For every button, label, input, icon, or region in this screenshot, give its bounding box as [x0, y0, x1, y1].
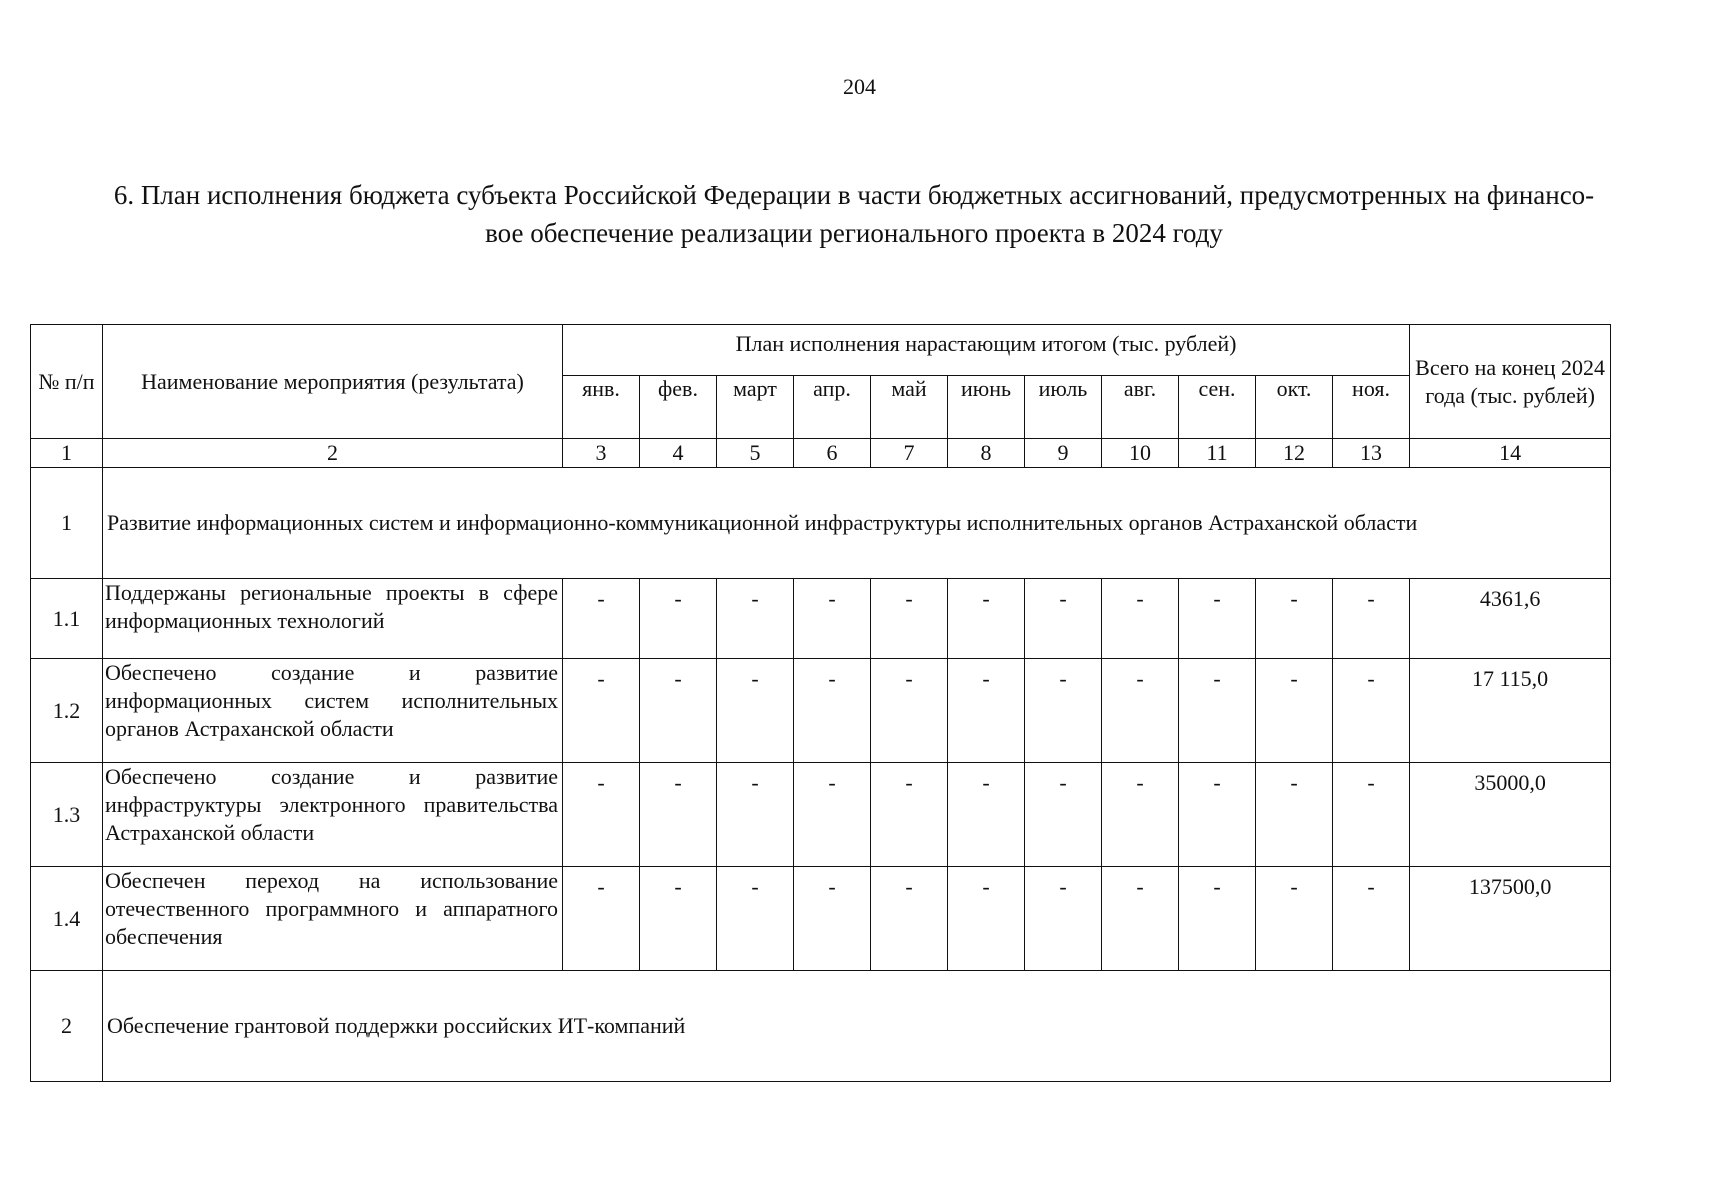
section-name: Обеспечение грантовой поддержки российских ИТ-компаний [103, 971, 1611, 1082]
header-month: ноя. [1333, 376, 1410, 439]
month-value: - [1333, 659, 1410, 763]
row-number: 1 [31, 468, 103, 579]
header-month: авг. [1102, 376, 1179, 439]
column-number: 8 [948, 439, 1025, 468]
column-number: 4 [640, 439, 717, 468]
month-value: - [563, 867, 640, 971]
month-value: - [948, 763, 1025, 867]
month-value: - [640, 659, 717, 763]
row-number: 2 [31, 971, 103, 1082]
month-value: - [948, 867, 1025, 971]
month-value: - [871, 763, 948, 867]
month-value: - [1256, 867, 1333, 971]
header-month: май [871, 376, 948, 439]
activity-name: Обеспечен переход на использование отечественного программного и аппаратного обеспечения [103, 867, 563, 971]
row-number: 1.4 [31, 867, 103, 971]
header-month: июль [1025, 376, 1102, 439]
month-value: - [1102, 659, 1179, 763]
column-number: 11 [1179, 439, 1256, 468]
total-value: 137500,0 [1410, 867, 1611, 971]
month-value: - [1102, 763, 1179, 867]
month-value: - [1333, 763, 1410, 867]
table-row [31, 579, 1611, 659]
month-value: - [563, 579, 640, 659]
budget-plan-table [30, 324, 1611, 1082]
activity-name: Обеспечено создание и развитие инфраструктуры электронного правительства Астраханской области [103, 763, 563, 867]
column-number: 12 [1256, 439, 1333, 468]
month-value: - [794, 659, 871, 763]
title-line-2: вое обеспечение реализации регионального проекта в 2024 году [485, 218, 1223, 248]
table-row [31, 659, 1611, 763]
month-value: - [948, 579, 1025, 659]
month-value: - [563, 659, 640, 763]
column-number: 6 [794, 439, 871, 468]
document-title [44, 176, 1664, 252]
header-row [31, 325, 1611, 376]
month-value: - [794, 867, 871, 971]
month-value: - [1179, 763, 1256, 867]
month-value: - [871, 579, 948, 659]
column-number: 13 [1333, 439, 1410, 468]
month-value: - [1256, 659, 1333, 763]
activity-name: Обеспечено создание и развитие информационных систем исполнительных органов Астраханской области [103, 659, 563, 763]
row-number: 1.1 [31, 579, 103, 659]
header-month: июнь [948, 376, 1025, 439]
month-value: - [1256, 763, 1333, 867]
column-numbers-row [31, 439, 1611, 468]
row-number: 1.2 [31, 659, 103, 763]
header-month: март [717, 376, 794, 439]
header-month: окт. [1256, 376, 1333, 439]
month-value: - [717, 763, 794, 867]
total-value: 17 115,0 [1410, 659, 1611, 763]
month-value: - [640, 867, 717, 971]
month-value: - [1179, 659, 1256, 763]
month-value: - [640, 579, 717, 659]
month-value: - [717, 579, 794, 659]
month-value: - [948, 659, 1025, 763]
column-number: 1 [31, 439, 103, 468]
month-value: - [1102, 867, 1179, 971]
month-value: - [563, 763, 640, 867]
title-line-1: 6. План исполнения бюджета субъекта Российской Федерации в части бюджетных ассигнований, предусмотренных на финансо- [113, 180, 1595, 210]
column-number: 14 [1410, 439, 1611, 468]
month-value: - [1179, 867, 1256, 971]
total-value: 4361,6 [1410, 579, 1611, 659]
month-value: - [1102, 579, 1179, 659]
header-num: № п/п [31, 325, 103, 439]
month-value: - [1025, 579, 1102, 659]
column-number: 5 [717, 439, 794, 468]
month-value: - [1333, 867, 1410, 971]
header-month: сен. [1179, 376, 1256, 439]
section-row [31, 971, 1611, 1082]
row-number: 1.3 [31, 763, 103, 867]
table-row [31, 867, 1611, 971]
month-value: - [871, 659, 948, 763]
section-row [31, 468, 1611, 579]
header-plan-group: План исполнения нарастающим итогом (тыс. рублей) [563, 325, 1410, 376]
column-number: 3 [563, 439, 640, 468]
activity-name: Поддержаны региональные проекты в сфере информационных технологий [103, 579, 563, 659]
month-value: - [717, 659, 794, 763]
header-month: фев. [640, 376, 717, 439]
column-number: 9 [1025, 439, 1102, 468]
month-value: - [871, 867, 948, 971]
month-value: - [794, 763, 871, 867]
month-value: - [1256, 579, 1333, 659]
month-value: - [717, 867, 794, 971]
month-value: - [1333, 579, 1410, 659]
table-row [31, 763, 1611, 867]
column-number: 10 [1102, 439, 1179, 468]
page-number: 204 [843, 74, 876, 99]
month-value: - [640, 763, 717, 867]
table-body [31, 325, 1611, 1082]
month-value: - [794, 579, 871, 659]
month-value: - [1025, 659, 1102, 763]
month-value: - [1025, 867, 1102, 971]
section-name: Развитие информационных систем и информационно-коммуникационной инфраструктуры исполнительных органов Астраханской области [103, 468, 1611, 579]
header-month: янв. [563, 376, 640, 439]
column-number: 7 [871, 439, 948, 468]
month-value: - [1025, 763, 1102, 867]
total-value: 35000,0 [1410, 763, 1611, 867]
header-total: Всего на конец 2024 года (тыс. рублей) [1410, 325, 1611, 439]
column-number: 2 [103, 439, 563, 468]
header-name: Наименование мероприятия (результата) [103, 325, 563, 439]
header-month: апр. [794, 376, 871, 439]
month-value: - [1179, 579, 1256, 659]
